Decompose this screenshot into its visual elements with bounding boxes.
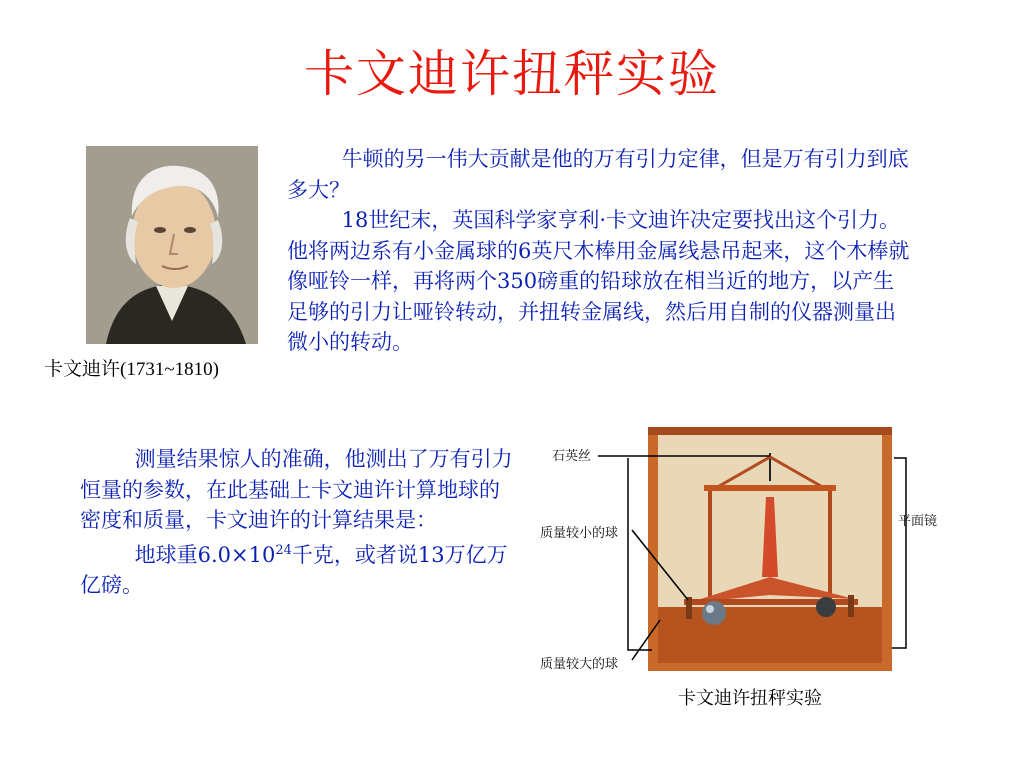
torsion-balance-image: [648, 427, 892, 671]
earth-mass-line: [80, 536, 520, 601]
intro-line-2: 18世纪末，英国科学家亨利·卡文迪许决定要找出这个引力。他将两边系有小金属球的6英尺木棒用金属线悬吊起来，这个木棒就像哑铃一样，再将两个350磅重的铅球放在相当近的地方，以产生足够的引力让哑铃转动，并扭转金属线，然后用自制的仪器测量出微小的转动。: [287, 208, 910, 354]
slide-title: 卡文迪许扭秤实验: [304, 45, 720, 103]
result-paragraph: [80, 444, 520, 601]
intro-paragraph: [287, 144, 912, 358]
intro-line-1: 牛顿的另一伟大贡献是他的万有引力定律，但是万有引力到底多大？: [287, 147, 909, 202]
earth-mass-suffix: 千克，或者说13万亿万亿磅。: [80, 542, 508, 597]
label-quartz-fiber: 石英丝: [552, 449, 592, 464]
label-plane-mirror: 平面镜: [898, 514, 938, 529]
portrait-caption: 卡文迪许(1731~1810): [44, 359, 219, 380]
apparatus-caption: 卡文迪许扭秤实验: [678, 688, 822, 709]
torsion-balance-diagram: [648, 427, 892, 671]
portrait-image: [86, 146, 258, 344]
cavendish-portrait: [86, 146, 258, 344]
earth-mass-prefix: 地球重6.0×10: [134, 542, 276, 567]
result-line-1: 测量结果惊人的准确，他测出了万有引力恒量的参数，在此基础上卡文迪许计算地球的密度和质量，卡文迪许的计算结果是：: [80, 447, 513, 532]
label-large-ball: 质量较大的球: [540, 657, 619, 672]
label-small-ball: 质量较小的球: [540, 526, 619, 541]
earth-mass-exponent: 24: [275, 542, 292, 558]
